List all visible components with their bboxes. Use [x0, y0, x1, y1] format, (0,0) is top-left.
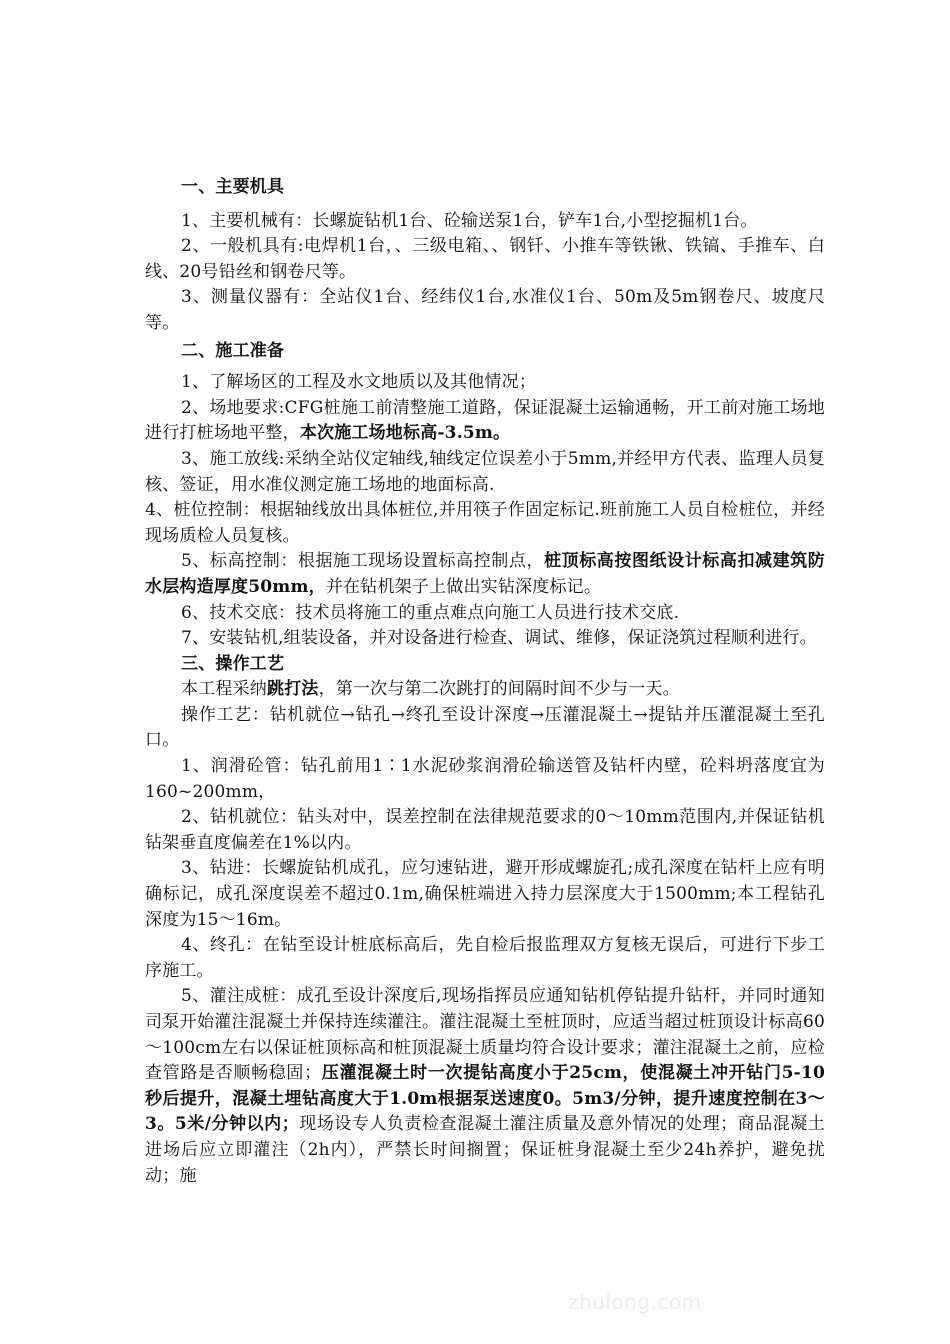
paragraph: 3、测量仪器有：全站仪1台、经纬仪1台,水准仪1台、50m及5m钢卷尺、坡度尺等。 — [145, 287, 825, 333]
document-body — [145, 175, 825, 1189]
paragraph — [145, 549, 825, 600]
paragraph-text: 2、场地要求:CFG桩施工前清整施工道路，保证混凝土运输通畅，开工前对施工场地进行打桩场地平整， — [145, 397, 825, 444]
paragraph: 1、润滑砼管：钻孔前用1∶1水泥砂浆润滑砼输送管及钻杆内壁，砼料坍落度宜为160~200mm， — [145, 756, 825, 802]
paragraph: 1、了解场区的工程及水文地质以及其他情况； — [181, 372, 537, 393]
section-heading-process: 三、操作工艺 — [181, 653, 285, 674]
bold-text: 本次施工场地标高-3.5m。 — [299, 423, 511, 444]
paragraph: 1、主要机械有：长螺旋钻机1台、砼输送泵1台，铲车1台,小型挖掘机1台。 — [181, 210, 758, 231]
paragraph: 4、终孔：在钻至设计桩底标高后，先自检后报监理双方复核无误后，可进行下步工序施工。 — [145, 935, 825, 981]
paragraph — [145, 396, 825, 447]
paragraph-text: 5、灌注成桩：成孔至设计深度后,现场指挥员应通知钻机停钻提升钻杆，并同时通知司泵开始灌注混凝土并保持连续灌注。灌注混凝土至桩顶时，应适当超过桩顶设计标高60～100cm左右以保证桩顶标高和桩顶混凝土质量均符合设计要求；灌注混凝土之前，应检查管路是否顺畅稳固； — [145, 986, 825, 1084]
bold-text: 跳打法 — [267, 679, 319, 700]
paragraph-text: 并在钻机架子上做出实钻深度标记。 — [325, 576, 602, 597]
paragraph: 3、施工放线:采纳全站仪定轴线,轴线定位误差小于5mm,并经甲方代表、监理人员复核、签证，用水准仪测定施工场地的地面标高. — [145, 448, 825, 495]
section-heading-preparation: 二、施工准备 — [181, 340, 285, 361]
paragraph-text: 现场设专人负责检查混凝土灌注质量及意外情况的处理；商品混凝土进场后应立即灌注（2h内），严禁长时间搁置；保证桩身混凝土至少24h养护，避免扰动；施 — [145, 1114, 826, 1186]
paragraph: 2、一般机具有:电焊机1台，、三级电箱、、钢钎、小推车等铁锹、铁镐、手推车、白线、20号铅丝和钢卷尺等。 — [145, 236, 825, 282]
watermark: zhulong.com — [568, 1290, 702, 1314]
paragraph: 7、安装钻机,组装设备，并对设备进行检查、调试、维修，保证浇筑过程顺利进行。 — [181, 628, 817, 649]
paragraph — [145, 984, 825, 1189]
paragraph-text: 本工程采纳 — [181, 679, 267, 700]
paragraph: 操作工艺：钻机就位→钻孔→终孔至设计深度→压灌混凝土→提钻并压灌混凝土至孔口。 — [145, 704, 825, 751]
paragraph-text: 5、标高控制：根据施工现场设置标高控制点， — [181, 551, 545, 572]
paragraph: 3、钻进：长螺旋钻机成孔，应匀速钻进，避开形成螺旋孔;成孔深度在钻杆上应有明确标记，成孔深度误差不超过0.1m,确保桩端进入持力层深度大于1500mm;本工程钻孔深度为15～16m。 — [145, 858, 825, 930]
bold-text: 压灌混凝土时一次提钻高度小于25cm，使混凝土冲开钻门5-10秒后提升，混凝土埋钻高度大于1.0m根据泵送速度0。5m3/分钟，提升速度控制在3～3。5米/分钟以内； — [145, 1063, 825, 1135]
paragraph — [145, 677, 825, 703]
section-heading-machinery: 一、主要机具 — [181, 177, 285, 197]
paragraph: 4、桩位控制：根据轴线放出具体桩位,并用筷子作固定标记.班前施工人员自检桩位，并经现场质检人员复核。 — [145, 500, 825, 546]
bold-text: 桩顶标高按图纸设计标高扣减建筑防水层构造厚度50mm， — [145, 551, 826, 597]
paragraph: 6、技术交底：技术员将施工的重点难点向施工人员进行技术交底. — [181, 602, 680, 623]
paragraph: 2、钻机就位：钻头对中，误差控制在法律规范要求的0～10mm范围内,并保证钻机钻架垂直度偏差在1%以内。 — [145, 807, 825, 853]
paragraph-text: ，第一次与第二次跳打的间隔时间不少与一天。 — [318, 679, 680, 700]
